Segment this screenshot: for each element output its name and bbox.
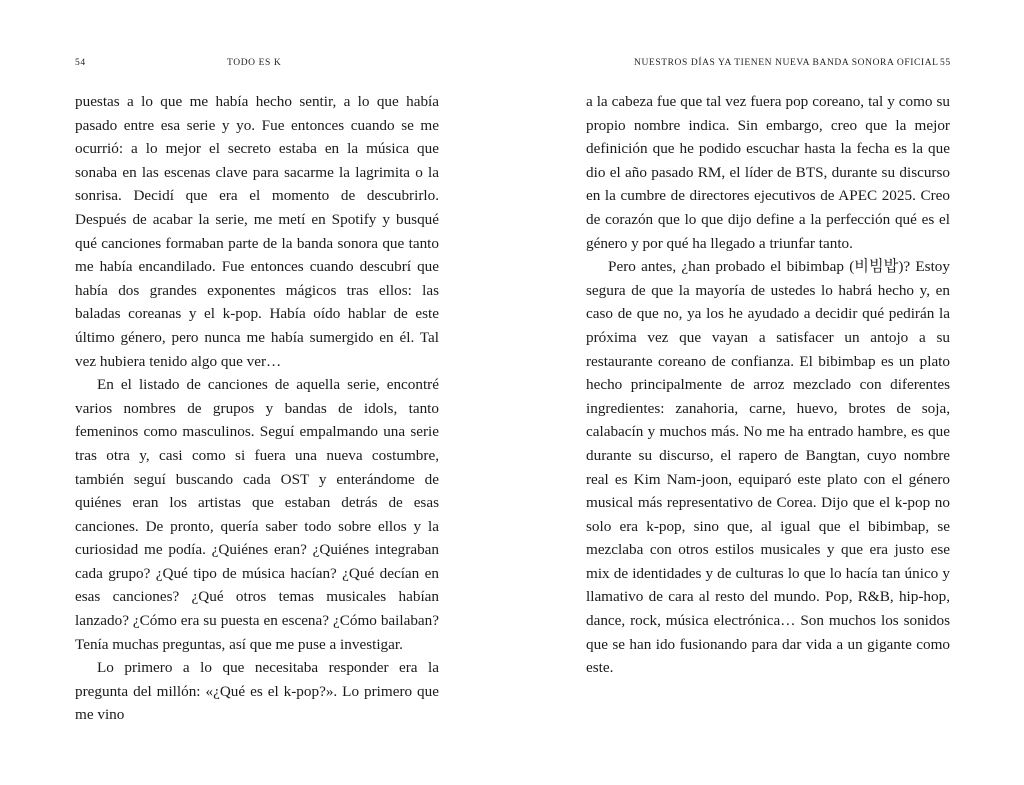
left-paragraph-3: Lo primero a lo que necesitaba responder era la pregunta del millón: «¿Qué es el k-pop?». Lo primero que me vino bbox=[75, 659, 439, 724]
right-folio: 55 bbox=[940, 58, 951, 68]
left-running-head: TODO ES K bbox=[227, 58, 282, 68]
right-body-text bbox=[586, 90, 950, 680]
left-paragraph-1: puestas a lo que me había hecho sentir, a lo que había pasado entre esa serie y yo. Fue entonces cuando se me ocurrió: a lo mejor el secreto estaba en la música que sonaba en las escenas clave para sacarme la lagrimita o la sonrisa. Decidí que era el momento de descubrirlo. Después de acabar la serie, me metí en Spotify y busqué qué canciones formaban parte de la banda sonora que tanto me había encandilado. Fue entonces cuando descubrí que había dos grandes exponentes mágicos tras ellos: las baladas coreanas y el k-pop. Había oído hablar de este último género, pero nunca me había sumergido en él. Tal vez hubiera tenido algo que ver… bbox=[75, 93, 439, 370]
right-paragraph-1: a la cabeza fue que tal vez fuera pop coreano, tal y como su propio nombre indica. Sin embargo, creo que la mejor definición que he podido escuchar hasta la fecha es la que dio el año pasado RM, el líder de BTS, durante su discurso en la cumbre de directores ejecutivos de APEC 2025. Creo de corazón que lo que dijo define a la perfección qué es el género y por qué ha llegado a triunfar tanto. bbox=[586, 93, 950, 252]
left-paragraph-2: En el listado de canciones de aquella serie, encontré varios nombres de grupos y bandas de idols, tanto femeninos como masculinos. Seguí empalmando una serie tras otra y, casi como si fuera una nueva costumbre, también seguí buscando cada OST y enterándome de quiénes eran los artistas que estaban detrás de esas canciones. De pronto, quería saber todo sobre ellos y la curiosidad me podía. ¿Quiénes eran? ¿Quiénes integraban cada grupo? ¿Qué tipo de música hacían? ¿Qué decían en esas canciones? ¿Qué otros temas musicales habían lanzado? ¿Cómo era su puesta en escena? ¿Cómo bailaban? Tenía muchas preguntas, así que me puse a investigar. bbox=[75, 376, 439, 653]
right-paragraph-2: Pero antes, ¿han probado el bibimbap (비빔밥)? Estoy segura de que la mayoría de ustedes lo habrá hecho y, en caso de que no, ya los he ayudado a decidir qué pedirán la próxima vez que vayan a satisfacer un antojo a su restaurante coreano de confianza. El bibimbap es un plato hecho principalmente de arroz mezclado con diferentes ingredientes: zanahoria, carne, huevo, brotes de soja, calabacín y muchos más. No me ha entrado hambre, es que durante su discurso, el rapero de Bangtan, cuyo nombre real es Kim Nam-joon, equiparó este plato con el género musical más representativo de Corea. Dijo que el k-pop no solo era k-pop, sino que, al igual que el bibimbap, se mezclaba con otros estilos musicales y que era justo ese mix de identidades y de culturas lo que lo hacía tan único y llamativo de cara al resto del mundo. Pop, R&B, hip-hop, dance, rock, música electrónica… Son muchos los sonidos que se han ido fusionando para dar vida a un gigante como este. bbox=[586, 258, 950, 677]
left-folio: 54 bbox=[75, 58, 86, 68]
left-body-text bbox=[75, 90, 439, 727]
right-running-head: NUESTROS DÍAS YA TIENEN NUEVA BANDA SONORA OFICIAL bbox=[634, 58, 939, 68]
right-page bbox=[512, 0, 1024, 785]
